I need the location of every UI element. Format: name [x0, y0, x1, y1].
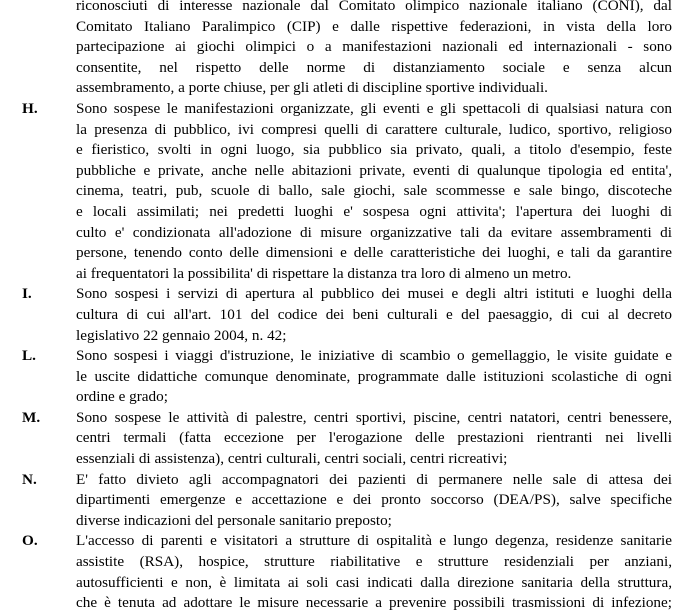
text-line: autosufficienti e non, è limitata ai soli casi indicati dalla direzione sanitaria della struttura,	[76, 573, 672, 591]
text-line: pubbliche e private, anche nelle abitazioni private, eventi di qualunque tipologia ed entita',	[76, 161, 672, 179]
paragraph-marker: L.	[22, 347, 36, 365]
text-line: Sono sospese le attività di palestre, centri sportivi, piscine, centri natatori, centri benessere,	[76, 408, 672, 426]
paragraph-marker: N.	[22, 470, 37, 488]
text-line: persone, tenendo conto delle dimensioni e delle caratteristiche dei luoghi, e tali da garantire	[76, 244, 672, 262]
paragraph-n	[0, 470, 698, 532]
paragraph-marker: H.	[22, 99, 38, 117]
text-line: essenziali di assistenza), centri culturali, centri sociali, centri ricreativi;	[76, 450, 508, 468]
text-line: cultura di cui all'art. 101 del codice dei beni culturali e del paesaggio, di cui al decreto	[76, 305, 672, 323]
paragraph-marker: I.	[22, 285, 32, 303]
text-line: L'accesso di parenti e visitatori a strutture di ospitalità e lungo degenza, residenze sanitarie	[76, 532, 672, 550]
paragraph-g-continued	[0, 0, 698, 99]
paragraph-marker: M.	[22, 408, 41, 426]
text-line: ai frequentatori la possibilita' di rispettare la distanza tra loro di almeno un metro.	[76, 264, 572, 282]
paragraph-marker: O.	[22, 532, 38, 550]
text-line: Sono sospesi i servizi di apertura al pubblico dei musei e degli altri istituti e luoghi della	[76, 285, 672, 303]
text-line: assembramento, a porte chiuse, per gli atleti di discipline sportive individuali.	[76, 79, 548, 97]
paragraph-m	[0, 408, 698, 470]
paragraph-i	[0, 284, 698, 346]
text-line: diverse indicazioni del personale sanitario preposto;	[76, 511, 392, 529]
text-line: ordine e grado;	[76, 388, 168, 406]
text-line: partecipazione ai giochi olimpici o a manifestazioni nazionali ed internazionali - sono	[76, 38, 672, 56]
text-line: legislativo 22 gennaio 2004, n. 42;	[76, 326, 287, 344]
text-line: centri termali (fatta eccezione per l'erogazione delle prestazioni rientranti nei livelli	[76, 429, 672, 447]
text-line: assistite (RSA), hospice, strutture riabilitative e strutture residenziali per anziani,	[76, 553, 672, 571]
paragraph-h	[0, 99, 698, 284]
text-line: le uscite didattiche comunque denominate, programmate dalle istituzioni scolastiche di ogni	[76, 367, 672, 385]
text-line: cinema, teatri, pub, scuole di ballo, sale giochi, sale scommesse e sale bingo, discoteche	[76, 182, 672, 200]
paragraph-l	[0, 346, 698, 408]
text-line: culto e' condizionata all'adozione di misure organizzative tali da evitare assembramenti di	[76, 223, 672, 241]
text-line: dipartimenti emergenze e accettazione e dei pronto soccorso (DEA/PS), salve specifiche	[76, 491, 672, 509]
text-line: Sono sospese le manifestazioni organizzate, gli eventi e gli spettacoli di qualsiasi natura con	[76, 99, 672, 117]
paragraph-o	[0, 531, 698, 613]
text-line: che è tenuta ad adottare le misure necessarie a prevenire possibili trasmissioni di infezione;	[76, 594, 672, 612]
text-line: e locali assimilati; nei predetti luoghi e' sospesa ogni attivita'; l'apertura dei luoghi di	[76, 202, 672, 220]
text-line: Comitato Italiano Paralimpico (CIP) e dalle rispettive federazioni, in vista della loro	[76, 17, 672, 35]
text-line: la presenza di pubblico, ivi compresi quelli di carattere culturale, ludico, sportivo, religioso	[76, 120, 672, 138]
text-line: Sono sospesi i viaggi d'istruzione, le iniziative di scambio o gemellaggio, le visite guidate e	[76, 347, 672, 365]
text-line: consentite, nel rispetto delle norme di distanziamento sociale e senza alcun	[76, 58, 672, 76]
text-line: e fieristico, svolti in ogni luogo, sia pubblico sia privato, quali, a titolo d'esempio, feste	[76, 141, 672, 159]
text-line: E' fatto divieto agli accompagnatori dei pazienti di permanere nelle sale di attesa dei	[76, 470, 672, 488]
text-line: riconosciuti di interesse nazionale dal Comitato olimpico nazionale italiano (CONI), dal	[76, 0, 672, 14]
